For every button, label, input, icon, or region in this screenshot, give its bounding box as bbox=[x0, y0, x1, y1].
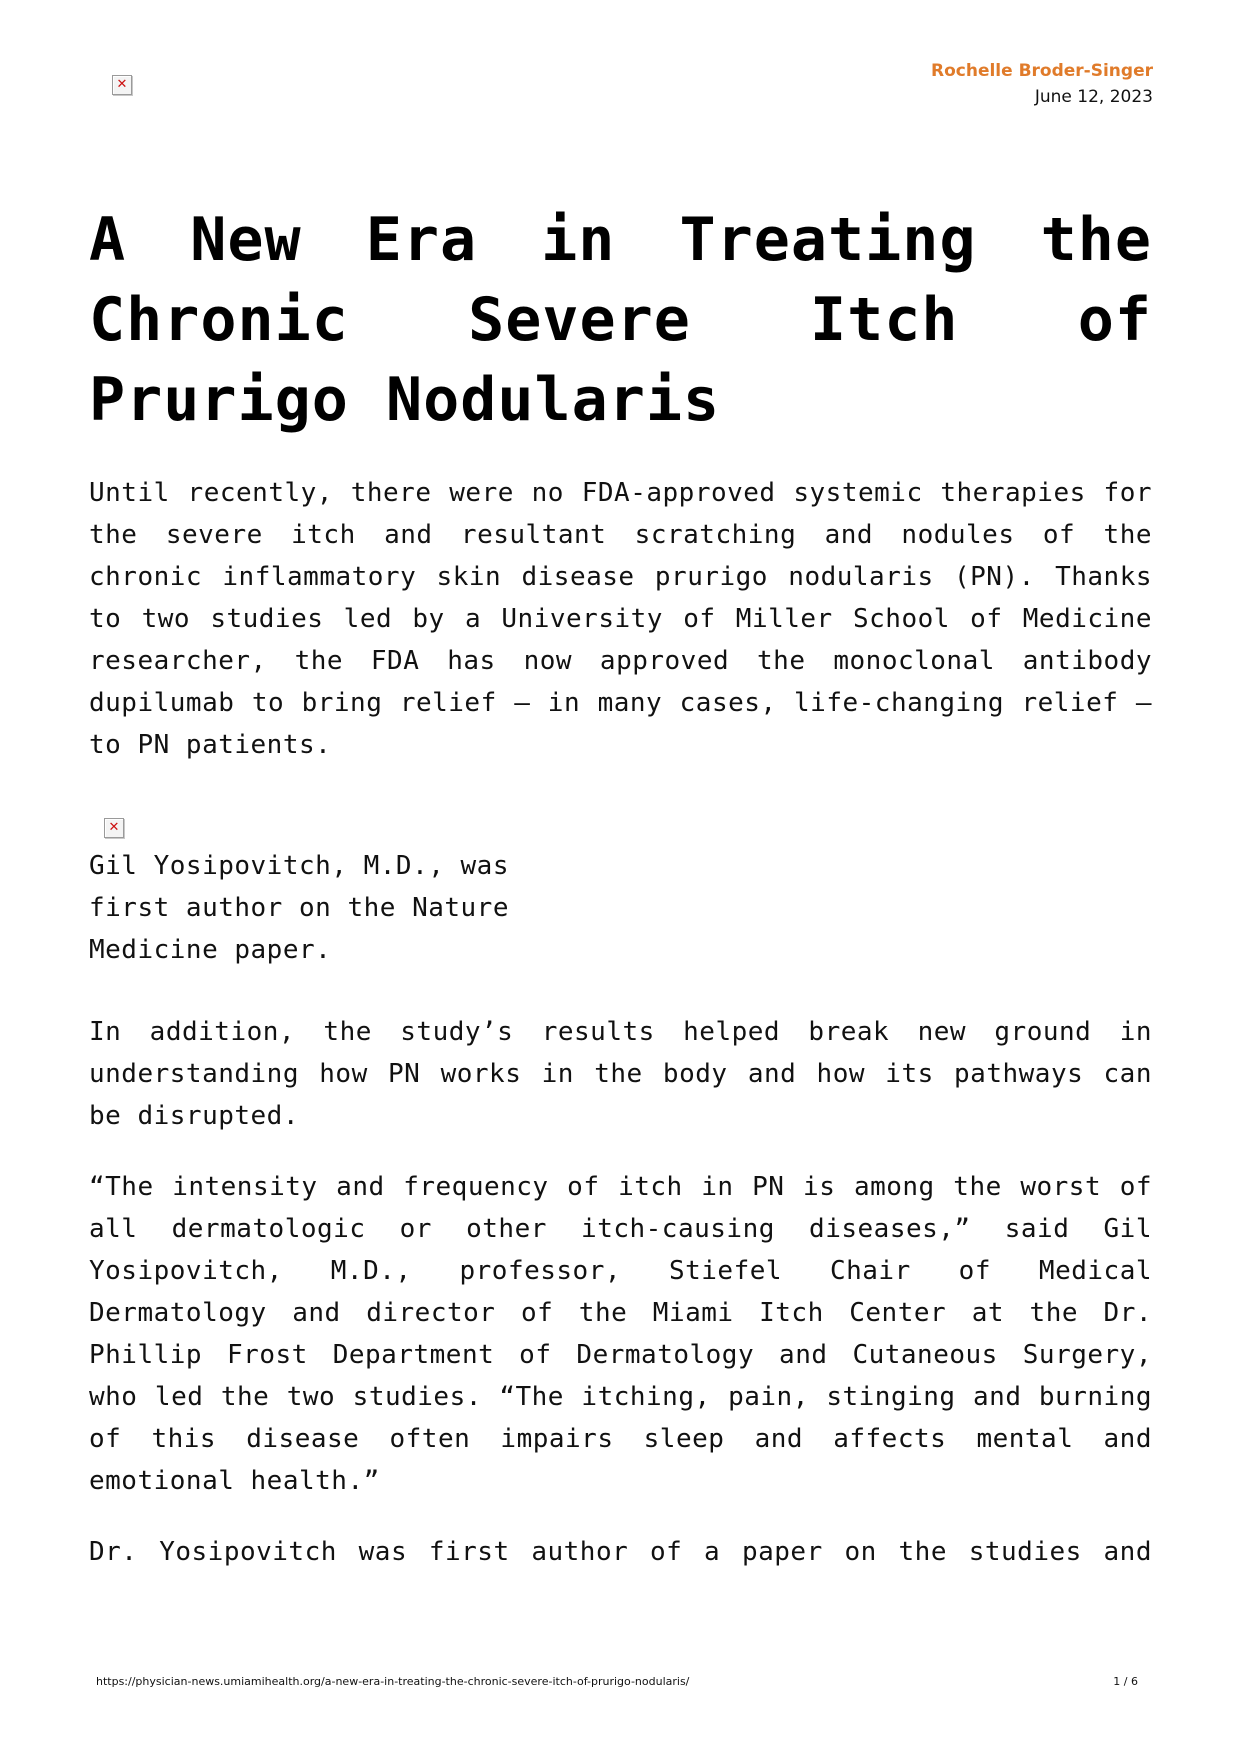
footer-url[interactable]: https://physician-news.umiamihealth.org/a-new-era-in-treating-the-chronic-severe-itch-of-prurigo-nodularis/ bbox=[96, 1675, 690, 1688]
body-paragraph: In addition, the study’s results helped break new ground in understanding how PN works in the body and how its pathways can be disrupted. bbox=[89, 1017, 1152, 1131]
article-title: A New Era in Treating the Chronic Severe Itch of Prurigo Nodularis bbox=[89, 205, 1152, 435]
author-name[interactable]: Rochelle Broder-Singer bbox=[931, 61, 1153, 81]
intro-paragraph: Until recently, there were no FDA-approved systemic therapies for the severe itch and resultant scratching and nodules of the chronic inflammatory skin disease prurigo nodularis (PN). Thanks to two studies led by a University of Miller School of Medicine researcher, the FDA has now approved the monoclonal antibody dupilumab to bring relief – in many cases, life-changing relief – to PN patients. bbox=[89, 478, 1152, 760]
body-paragraph: Dr. Yosipovitch was first author of a paper on the studies and bbox=[89, 1537, 1152, 1567]
article-meta bbox=[931, 58, 1153, 110]
broken-image-icon: ✕ bbox=[104, 818, 124, 838]
photo-caption: Gil Yosipovitch, M.D., was first author on the Nature Medicine paper. bbox=[89, 851, 509, 965]
page-number: 1 / 6 bbox=[1113, 1675, 1138, 1688]
publish-date: June 12, 2023 bbox=[1034, 87, 1153, 107]
article-body bbox=[89, 200, 1152, 766]
broken-image-icon: ✕ bbox=[112, 75, 132, 95]
body-paragraph: “The intensity and frequency of itch in PN is among the worst of all dermatologic or other itch-causing diseases,” said Gil Yosipovitch, M.D., professor, Stiefel Chair of Medical Dermatology and director of the Miami Itch Center at the Dr. Phillip Frost Department of Dermatology and Cutaneous Surgery, who led the two studies. “The itching, pain, stinging and burning of this disease often impairs sleep and affects mental and emotional health.” bbox=[89, 1172, 1152, 1496]
